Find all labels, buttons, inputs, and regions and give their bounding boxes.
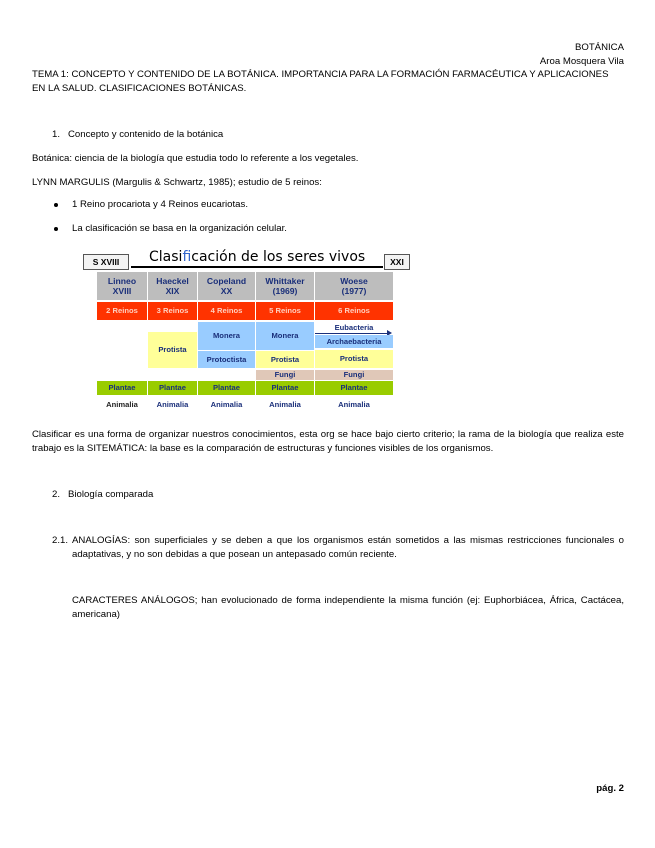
figure-title-highlight: f	[182, 249, 192, 265]
header-name: Haeckel	[156, 276, 189, 286]
header-author: Aroa Mosquera Vila	[539, 56, 624, 67]
header-century: (1969)	[272, 286, 298, 296]
haeckel-plantae: Plantae	[148, 381, 197, 395]
figure-title-part: Clasi	[149, 249, 183, 265]
header-name: Copeland	[206, 276, 247, 286]
header-woese	[315, 272, 393, 300]
header-name: Woese	[340, 276, 368, 286]
whittaker-fungi: Fungi	[256, 370, 314, 380]
classify-paragraph: Clasificar es una forma de organizar nuestros conocimientos, esta org se hace bajo cierto criterio; la rama de la biología que realiza este trabajo es la SITEMÁTICA: la base es la comparación de estructuras y funciones visibles de los organismos.	[32, 429, 624, 454]
woese-protista: Protista	[315, 350, 393, 368]
woese-animalia: Animalia	[338, 400, 370, 409]
header-name: Whittaker	[265, 276, 305, 286]
badge-xxi: XXI	[384, 254, 410, 270]
header-whittaker	[256, 272, 314, 300]
figure-title-part: icación de los seres vivos	[191, 249, 366, 265]
analogias-paragraph: ANALOGÍAS: son superficiales y se deben a que los organismos están sometidos a las mismas restricciones funcionales o adaptativas, y no son debidas a que posean un antepasado común reciente.	[72, 535, 624, 560]
haeckel-animalia: Animalia	[156, 400, 189, 409]
copeland-protoctista: Protoctista	[198, 351, 255, 368]
header-century: XX	[220, 286, 233, 296]
topic-title: TEMA 1: CONCEPTO Y CONTENIDO DE LA BOTÁNICA. IMPORTANCIA PARA LA FORMACIÓN FARMACÉUTICA Y APLICACIONES EN LA SALUD. CLASIFICACIONES BOTÁNICAS.	[32, 69, 609, 94]
woese-plantae: Plantae	[315, 381, 393, 395]
arrow-line	[315, 333, 387, 334]
header-century: (1977)	[341, 286, 367, 296]
whittaker-animalia: Animalia	[269, 400, 301, 409]
header-century: XIX	[165, 286, 180, 296]
copeland-plantae: Plantae	[198, 381, 255, 395]
bullet-item-2: La clasificación se basa en la organización celular.	[72, 223, 287, 234]
definition-paragraph: Botánica: ciencia de la biología que estudia todo lo referente a los vegetales.	[32, 153, 359, 164]
classification-figure	[92, 249, 404, 414]
figure-title-underline	[131, 266, 383, 268]
whittaker-plantae: Plantae	[256, 381, 314, 395]
copeland-monera: Monera	[198, 322, 255, 350]
reinos-haeckel: 3 Reinos	[148, 302, 197, 320]
reinos-linneo: 2 Reinos	[97, 302, 147, 320]
badge-s-xviii: S XVIII	[83, 254, 129, 270]
header-copeland	[198, 272, 255, 300]
woese-eubacteria: Eubacteria	[334, 322, 374, 332]
caracteres-paragraph: CARACTERES ANÁLOGOS; han evolucionado de forma independiente la misma función (ej: Euphorbiácea, África, Cactácea, americana)	[72, 595, 624, 620]
figure-title	[149, 248, 365, 266]
linneo-animalia: Animalia	[106, 400, 138, 409]
bullet-item-1: 1 Reino procariota y 4 Reinos eucariotas.	[72, 199, 248, 210]
copeland-animalia: Animalia	[210, 400, 243, 409]
header-name: Linneo	[107, 276, 137, 286]
header-subject: BOTÁNICA	[574, 42, 624, 53]
haeckel-protista: Protista	[148, 332, 197, 368]
section-heading-2: 2. Biología comparada	[52, 489, 154, 500]
analogias-number: 2.1.	[52, 535, 69, 546]
page-number: pág. 2	[596, 783, 624, 794]
woese-archaebacteria: Archaebacteria	[315, 335, 393, 348]
header-linneo	[97, 272, 147, 300]
margulis-paragraph: LYNN MARGULIS (Margulis & Schwartz, 1985); estudio de 5 reinos:	[32, 177, 322, 188]
header-century: XVIII	[112, 286, 132, 296]
woese-fungi: Fungi	[315, 370, 393, 380]
section-heading-1: 1. Concepto y contenido de la botánica	[52, 129, 224, 140]
header-haeckel	[148, 272, 197, 300]
whittaker-protista: Protista	[256, 351, 314, 368]
bullet-dot	[54, 203, 58, 207]
reinos-whittaker: 5 Reinos	[256, 302, 314, 320]
reinos-copeland: 4 Reinos	[198, 302, 255, 320]
whittaker-monera: Monera	[256, 322, 314, 350]
linneo-plantae: Plantae	[97, 381, 147, 395]
bullet-dot	[54, 227, 58, 231]
reinos-woese: 6 Reinos	[315, 302, 393, 320]
